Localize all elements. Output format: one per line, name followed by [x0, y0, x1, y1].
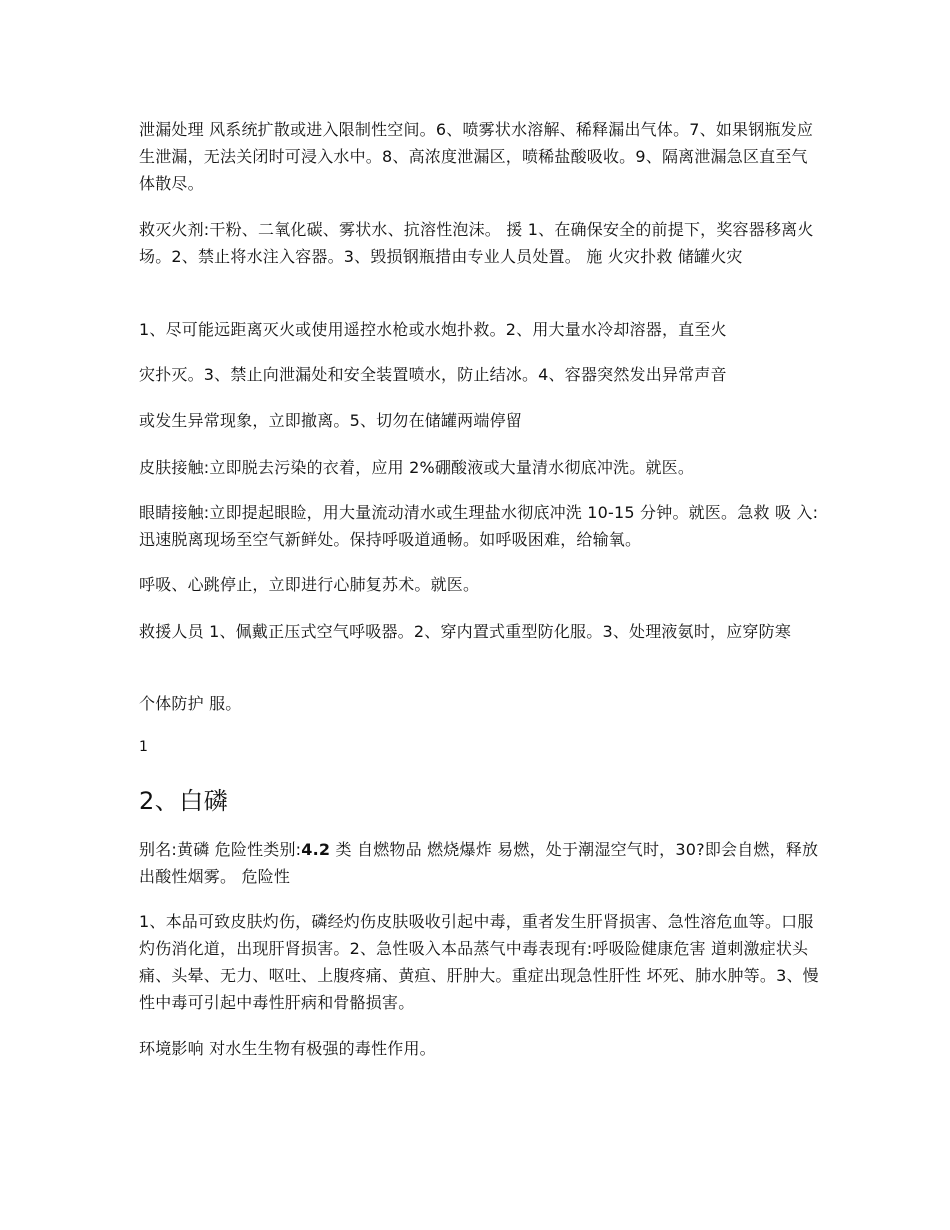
- ppe-paragraph: 个体防护 服。: [139, 694, 242, 713]
- rescuer-paragraph: 救援人员 1、佩戴正压式空气呼吸器。2、穿内置式重型防化服。3、处理液氨时，应穿防寒: [139, 622, 792, 641]
- hazard-class: 4.2: [301, 840, 331, 859]
- skin-contact-paragraph: 皮肤接触:立即脱去污染的衣着，应用 2%硼酸液或大量清水彻底冲洗。就医。: [139, 458, 695, 477]
- section-title: 2、白磷: [139, 787, 229, 815]
- tank-fire-line-3: 或发生异常现象，立即撤离。5、切勿在储罐两端停留: [139, 411, 522, 430]
- fire-agents-paragraph: 救灭火剂:干粉、二氧化碳、雾状水、抗溶性泡沫。 援 1、在确保安全的前提下，奖容器移离火场。2、禁止将水注入容器。3、毁损钢瓶措由专业人员处置。 施 火灾扑救 储罐火灾: [139, 220, 814, 266]
- cpr-paragraph: 呼吸、心跳停止，立即进行心肺复苏术。就医。: [139, 575, 480, 594]
- health-hazard-paragraph: 1、本品可致皮肤灼伤，磷经灼伤皮肤吸收引起中毒，重者发生肝肾损害、急性溶危血等。口服灼伤消化道，出现肝肾损害。2、急性吸入本品蒸气中毒表现有:呼吸险健康危害 道刺激症状头痛、头晕、无力、呕吐、上腹疼痛、黄疸、肝肿大。重症出现急性肝性 坏死、肺水肿等。3、慢性中毒可引起中毒性肝病和骨骼损害。: [139, 912, 819, 1012]
- alias-prefix: 别名:黄磷 危险性类别:: [139, 840, 302, 859]
- leak-handling-paragraph: 泄漏处理 风系统扩散或进入限制性空间。6、喷雾状水溶解、稀释漏出气体。7、如果钢瓶发应生泄漏，无法关闭时可浸入水中。8、高浓度泄漏区，喷稀盐酸吸收。9、隔离泄漏急区直至气体散尽。: [139, 120, 814, 193]
- eye-contact-paragraph: 眼睛接触:立即提起眼睑，用大量流动清水或生理盐水彻底冲洗 10-15 分钟。就医。急救 吸 入:迅速脱离现场至空气新鲜处。保持呼吸道通畅。如呼吸困难，给输氧。: [139, 503, 819, 549]
- tank-fire-line-2: 灾扑灭。3、禁止向泄漏处和安全装置喷水，防止结冰。4、容器突然发出异常声音: [139, 365, 727, 384]
- environment-paragraph: 环境影响 对水生生物有极强的毒性作用。: [139, 1039, 436, 1058]
- tank-fire-line-1: 1、尽可能远距离灭火或使用遥控水枪或水炮扑救。2、用大量水冷却溶器，直至火: [139, 320, 727, 339]
- alias-paragraph: [139, 836, 819, 890]
- alias-suffix: 类 自燃物品 燃烧爆炸 易燃，处于潮湿空气时，30?即会自燃，释放出酸性烟雾。 危险性: [139, 840, 819, 886]
- page-number: 1: [139, 739, 148, 755]
